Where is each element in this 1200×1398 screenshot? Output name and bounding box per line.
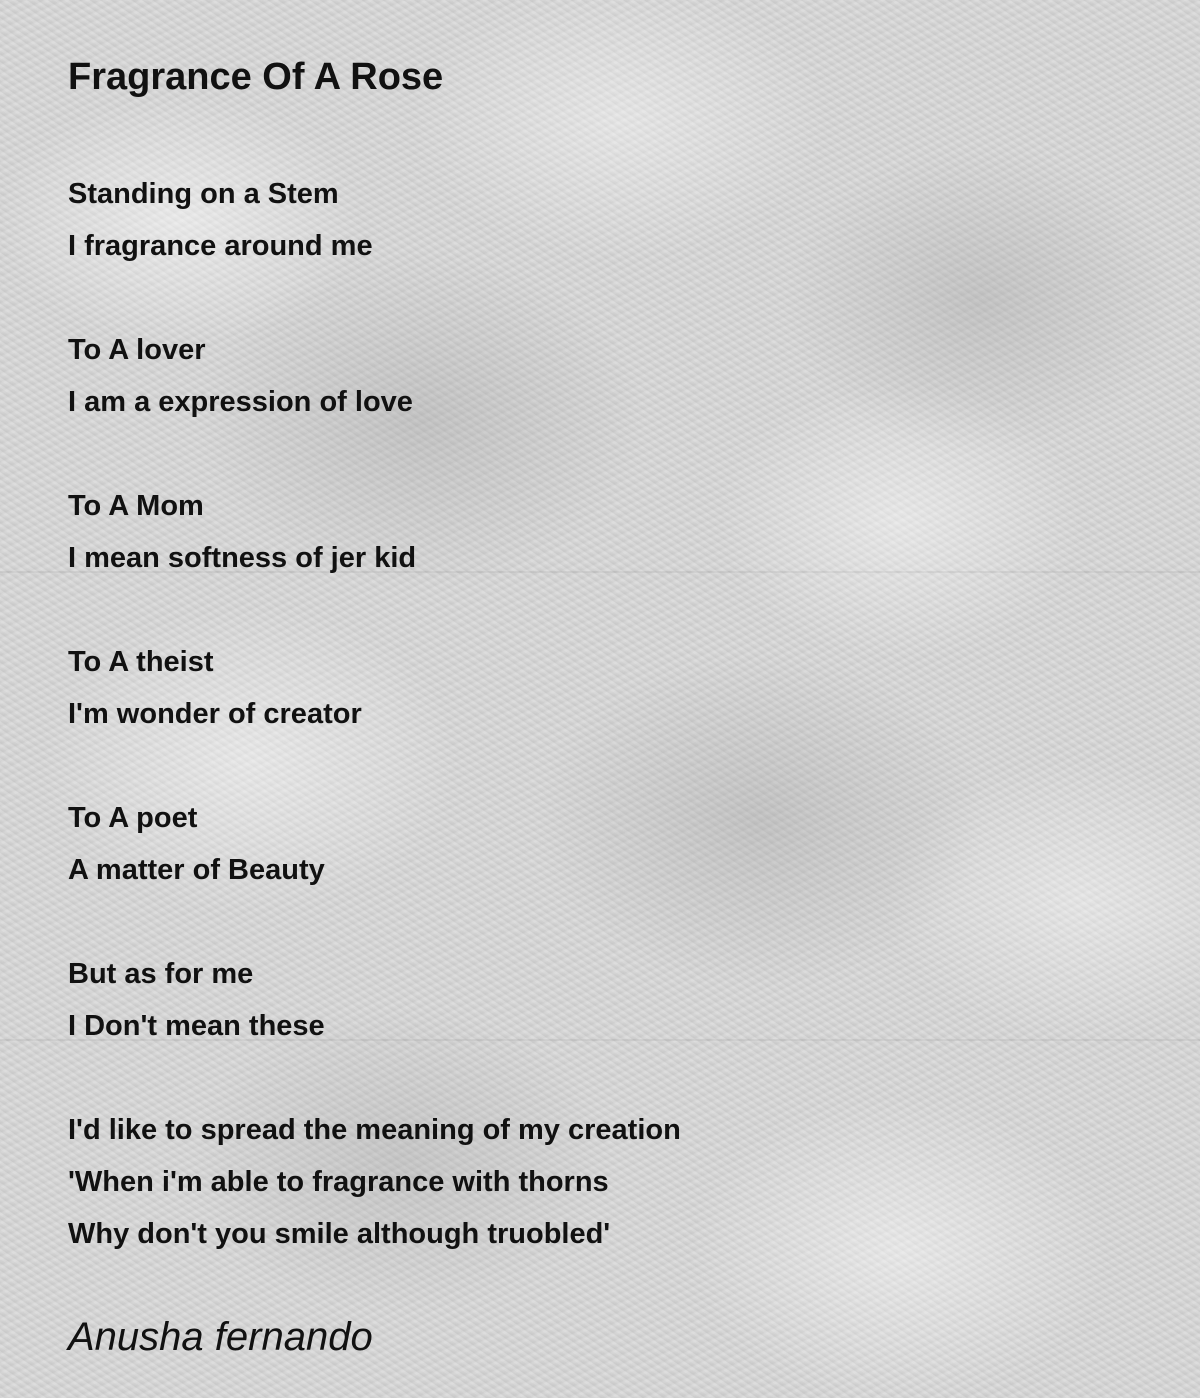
poem-line: Why don't you smile although truobled'	[68, 1218, 611, 1250]
poem-line: Standing on a Stem	[68, 178, 339, 210]
poem-container	[68, 52, 1148, 1362]
poem-line: To A Mom	[68, 490, 204, 522]
stanza	[68, 1104, 1148, 1260]
poem-line: I am a expression of love	[68, 386, 413, 418]
poem-line: To A theist	[68, 646, 214, 678]
poem-line: To A lover	[68, 334, 206, 366]
poem-line: I fragrance around me	[68, 230, 373, 262]
poem-line: I Don't mean these	[68, 1010, 325, 1042]
stanza	[68, 792, 1148, 896]
stanza	[68, 480, 1148, 584]
poem-line: 'When i'm able to fragrance with thorns	[68, 1166, 609, 1198]
stanza	[68, 168, 1148, 272]
poem-line: I'm wonder of creator	[68, 698, 362, 730]
poem-line: I'd like to spread the meaning of my creation	[68, 1114, 681, 1146]
stanza	[68, 636, 1148, 740]
stanza	[68, 324, 1148, 428]
poem-line: To A poet	[68, 802, 198, 834]
poem-line: But as for me	[68, 958, 254, 990]
poem-author: Anusha fernando	[68, 1315, 373, 1359]
poem-line: I mean softness of jer kid	[68, 542, 417, 574]
poem-line: A matter of Beauty	[68, 854, 325, 886]
stanza	[68, 948, 1148, 1052]
poem-title: Fragrance Of A Rose	[68, 56, 444, 98]
